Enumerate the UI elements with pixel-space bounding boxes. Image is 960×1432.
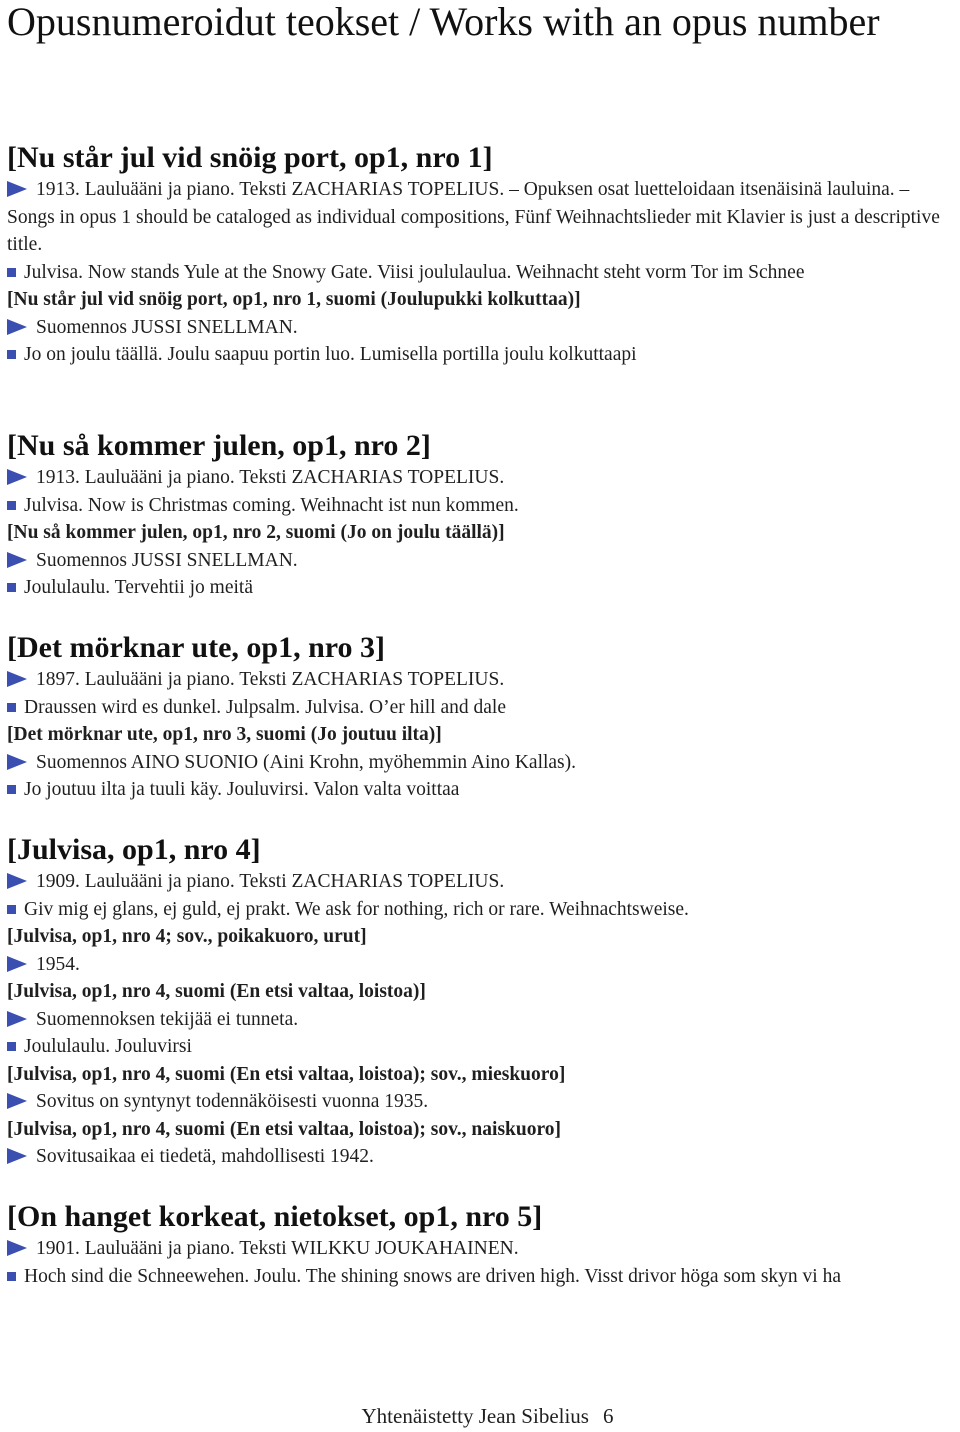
work-heading: [Nu står jul vid snöig port, op1, nro 1] (7, 141, 493, 174)
alt-titles-line (7, 1033, 955, 1061)
work-entry (7, 1199, 955, 1290)
alt-titles-line (7, 492, 955, 520)
triangle-bullet-icon (7, 469, 27, 485)
alt-titles-line (7, 341, 955, 369)
work-entry (7, 140, 955, 369)
page-footer (0, 1402, 960, 1430)
info-line (7, 1235, 955, 1263)
line-text: [Julvisa, op1, nro 4; sov., poikakuoro, urut] (7, 926, 367, 947)
line-text: Giv mig ej glans, ej guld, ej prakt. We ask for nothing, rich or rare. Weihnachtsweise. (24, 898, 689, 920)
triangle-bullet-icon (7, 552, 27, 568)
alt-titles-line (7, 259, 955, 287)
square-bullet-icon (7, 583, 16, 592)
line-text: Joululaulu. Jouluvirsi (24, 1036, 192, 1057)
triangle-bullet-icon (7, 956, 27, 972)
line-text: Suomennoksen tekijää ei tunneta. (36, 1008, 299, 1030)
version-heading (7, 286, 955, 314)
version-heading (7, 1116, 955, 1144)
page-title: Opusnumeroidut teokset / Works with an opus number (7, 0, 880, 44)
info-line (7, 1143, 955, 1171)
alt-titles-line (7, 776, 955, 804)
version-heading (7, 1061, 955, 1089)
line-text: [Julvisa, op1, nro 4, suomi (En etsi valtaa, loistoa); sov., naiskuoro] (7, 1118, 562, 1140)
line-text: Suomennos AINO SUONIO (Aini Krohn, myöhemmin Aino Kallas). (36, 751, 577, 773)
line-text: [Julvisa, op1, nro 4, suomi (En etsi valtaa, loistoa)] (7, 981, 426, 1002)
info-line (7, 314, 955, 342)
line-text: Sovitusaikaa ei tiedetä, mahdollisesti 1942. (36, 1146, 374, 1167)
line-text: Suomennos JUSSI SNELLMAN. (36, 316, 298, 338)
line-text: Hoch sind die Schneewehen. Joulu. The shining snows are driven high. Visst drivor höga som skyn vi ha (24, 1265, 842, 1287)
info-line (7, 951, 955, 979)
version-heading (7, 978, 955, 1006)
line-text: [Julvisa, op1, nro 4, suomi (En etsi valtaa, loistoa); sov., mieskuoro] (7, 1063, 566, 1085)
line-text: 1954. (36, 953, 80, 975)
square-bullet-icon (7, 785, 16, 794)
info-line (7, 1006, 955, 1034)
line-text: 1913. Lauluääni ja piano. Teksti ZACHARIAS TOPELIUS. – Opuksen osat luetteloidaan itsenäisinä lauluina. – Songs in opus 1 should be cataloged as individual compositions, Fünf Weihnachtslieder mit Klavier is just a descriptive title. (7, 179, 940, 255)
alt-titles-line (7, 896, 955, 924)
line-text: Sovitus on syntynyt todennäköisesti vuonna 1935. (36, 1091, 429, 1112)
triangle-bullet-icon (7, 1240, 27, 1256)
line-text: Julvisa. Now stands Yule at the Snowy Gate. Viisi joululaulua. Weihnacht steht vorm Tor im Schnee (24, 261, 805, 283)
triangle-bullet-icon (7, 319, 27, 335)
work-entry (7, 630, 955, 804)
info-line (7, 749, 955, 777)
version-heading (7, 721, 955, 749)
square-bullet-icon (7, 350, 16, 359)
footer-text: Yhtenäistetty Jean Sibelius (361, 1404, 589, 1428)
triangle-bullet-icon (7, 1093, 27, 1109)
line-text: 1913. Lauluääni ja piano. Teksti ZACHARIAS TOPELIUS. (36, 467, 505, 488)
line-text: Draussen wird es dunkel. Julpsalm. Julvisa. O’er hill and dale (24, 696, 506, 718)
triangle-bullet-icon (7, 671, 27, 687)
triangle-bullet-icon (7, 873, 27, 889)
version-heading (7, 519, 955, 547)
triangle-bullet-icon (7, 1011, 27, 1027)
line-text: Joululaulu. Tervehtii jo meitä (24, 577, 253, 598)
square-bullet-icon (7, 268, 16, 277)
line-text: 1909. Lauluääni ja piano. Teksti ZACHARIAS TOPELIUS. (36, 871, 505, 892)
work-heading: [Nu så kommer julen, op1, nro 2] (7, 429, 431, 462)
alt-titles-line (7, 694, 955, 722)
square-bullet-icon (7, 703, 16, 712)
alt-titles-line (7, 1263, 955, 1291)
version-heading (7, 923, 955, 951)
square-bullet-icon (7, 905, 16, 914)
info-line (7, 1088, 955, 1116)
line-text: 1901. Lauluääni ja piano. Teksti WILKKU JOUKAHAINEN. (36, 1238, 519, 1259)
square-bullet-icon (7, 1042, 16, 1051)
line-text: Jo joutuu ilta ja tuuli käy. Jouluvirsi. Valon valta voittaa (24, 779, 460, 800)
work-entry (7, 832, 955, 1171)
work-heading: [Det mörknar ute, op1, nro 3] (7, 631, 386, 664)
line-text: [Nu står jul vid snöig port, op1, nro 1, suomi (Joulupukki kolkuttaa)] (7, 289, 581, 310)
triangle-bullet-icon (7, 754, 27, 770)
page-number: 6 (602, 1404, 614, 1428)
line-text: 1897. Lauluääni ja piano. Teksti ZACHARIAS TOPELIUS. (36, 669, 505, 690)
line-text: Jo on joulu täällä. Joulu saapuu portin luo. Lumisella portilla joulu kolkuttaapi (24, 344, 637, 365)
work-heading: [Julvisa, op1, nro 4] (7, 833, 261, 866)
triangle-bullet-icon (7, 181, 27, 197)
info-line (7, 547, 955, 575)
info-line (7, 666, 955, 694)
line-text: [Nu så kommer julen, op1, nro 2, suomi (Jo on joulu täällä)] (7, 522, 505, 543)
triangle-bullet-icon (7, 1148, 27, 1164)
line-text: Julvisa. Now is Christmas coming. Weihnacht ist nun kommen. (24, 494, 519, 516)
alt-titles-line (7, 574, 955, 602)
info-line (7, 868, 955, 896)
document-page (7, 0, 955, 1287)
square-bullet-icon (7, 1272, 16, 1281)
info-line (7, 176, 955, 259)
line-text: Suomennos JUSSI SNELLMAN. (36, 549, 298, 571)
info-line (7, 464, 955, 492)
square-bullet-icon (7, 501, 16, 510)
work-heading: [On hanget korkeat, nietokset, op1, nro 5] (7, 1200, 543, 1233)
line-text: [Det mörknar ute, op1, nro 3, suomi (Jo joutuu ilta)] (7, 724, 442, 745)
work-entry (7, 428, 955, 602)
